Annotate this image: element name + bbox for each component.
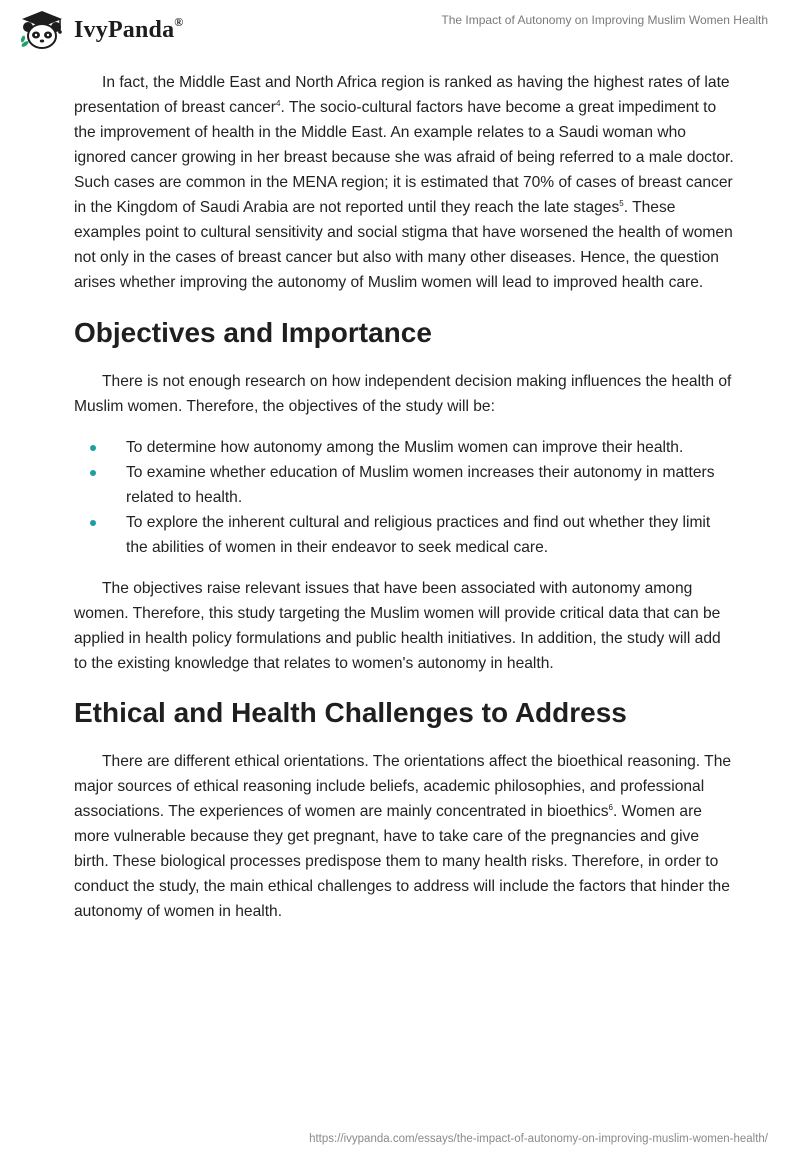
list-item: To determine how autonomy among the Muslim women can improve their health. <box>74 435 734 460</box>
footnote-ref[interactable]: 5 <box>619 199 624 208</box>
document-title: The Impact of Autonomy on Improving Muslim Women Health <box>441 13 768 27</box>
objectives-paragraph: There is not enough research on how independent decision making influences the health of Muslim women. Therefore, the objectives of the study will be: <box>74 373 732 415</box>
section-heading-ethics: Ethical and Health Challenges to Address <box>74 697 627 728</box>
panda-graduate-icon <box>16 9 68 51</box>
list-item: To explore the inherent cultural and religious practices and find out whether they limit the abilities of women in their endeavor to seek medical care. <box>74 510 734 560</box>
section-heading-objectives: Objectives and Importance <box>74 317 432 348</box>
ivypanda-logo[interactable] <box>16 9 183 51</box>
bullet-dot-icon <box>90 470 96 476</box>
footnote-ref[interactable]: 6 <box>608 803 613 812</box>
intro-paragraph: In fact, the Middle East and North Africa region is ranked as having the highest rates of late presentation of breast cancer$^4$. The socio-cultural factors have become a great impediment to the improvement of health in the Middle East. An example relates to a Saudi woman who ignored cancer growing in her breast because she was afraid of being referred to a male doctor. Such cases are common in the MENA region; it is estimated that 70% of cases of breast cancer in the Kingdom of Saudi Arabia are not reported until they reach the late stages$^5$. These examples point to cultural sensitivity and social stigma that have worsened the health of women not only in the cases of breast cancer but also with many other diseases. Hence, the question arises whether improving the autonomy of Muslim women will lead to improved health care. <box>74 74 734 291</box>
essay-body <box>74 70 734 924</box>
bullet-dot-icon <box>90 445 96 451</box>
page-header <box>0 0 800 60</box>
list-item: To examine whether education of Muslim women increases their autonomy in matters related to health. <box>74 460 734 510</box>
source-url[interactable]: https://ivypanda.com/essays/the-impact-of-autonomy-on-improving-muslim-women-health/ <box>309 1133 768 1145</box>
ethics-paragraph: There are different ethical orientations. The orientations affect the bioethical reasoning. The major sources of ethical reasoning include beliefs, academic philosophies, and professional associations. The experiences of women are mainly concentrated in bioethics$^6$. Women are more vulnerable because they get pregnant, have to take care of the pregnancies and give birth. These biological processes predispose them to many health risks. Therefore, in order to conduct the study, the main ethical challenges to address will include the factors that hinder the autonomy of women in health. <box>74 753 732 920</box>
objectives-paragraph-2: The objectives raise relevant issues that have been associated with autonomy among women. Therefore, this study targeting the Muslim women will provide critical data that can be applied in health policy formulations and public health initiatives. In addition, the study will add to the existing knowledge that relates to women's autonomy in health. <box>74 580 721 672</box>
brand-name: IvyPanda® <box>74 14 184 43</box>
objectives-list <box>74 435 734 560</box>
bullet-dot-icon <box>90 520 96 526</box>
footnote-ref[interactable]: 4 <box>275 99 281 108</box>
